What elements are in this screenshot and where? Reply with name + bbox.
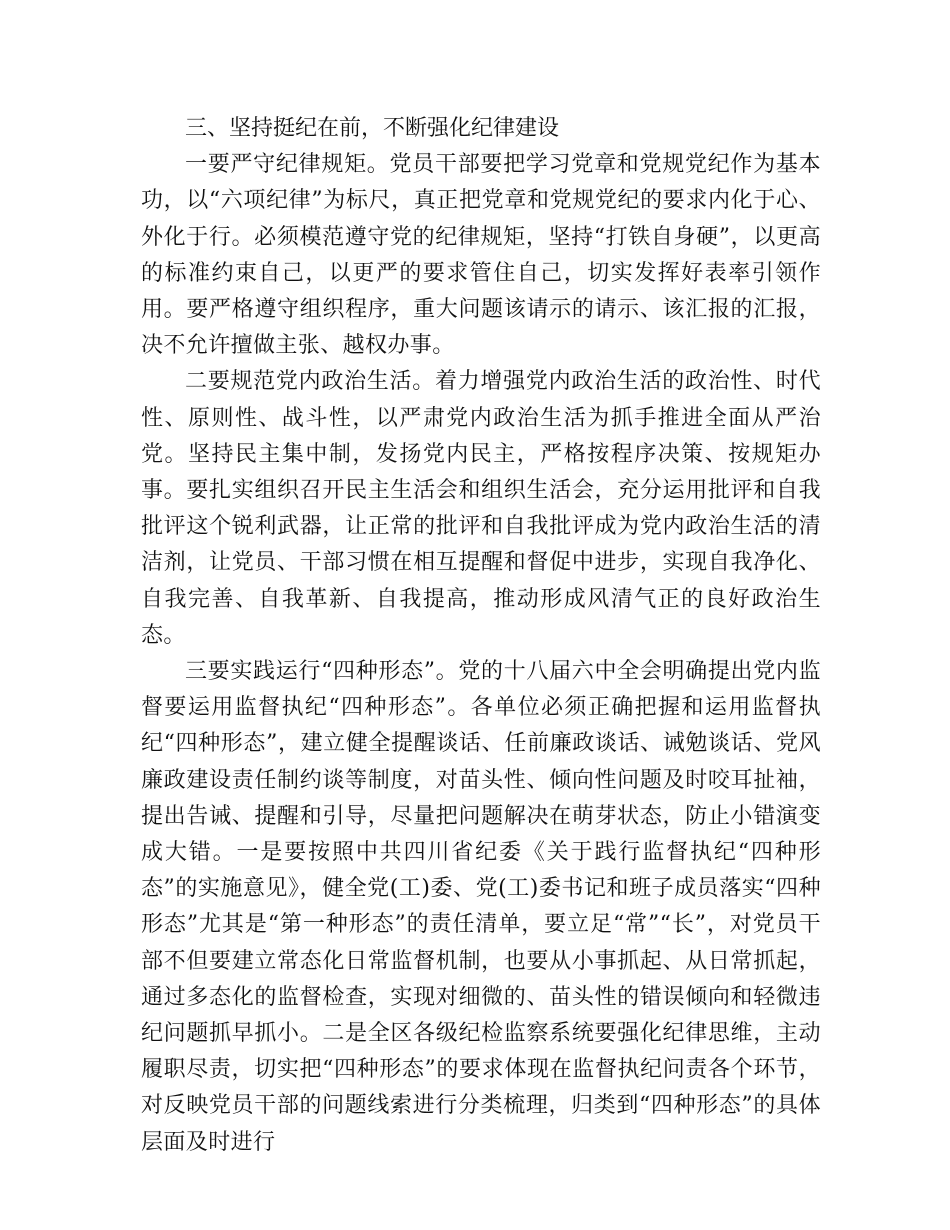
section-heading: 三、坚持挺纪在前，不断强化纪律建设 [185, 116, 560, 141]
document-body [141, 111, 821, 1161]
paragraph-four-forms: 三要实践运行“四种形态”。党的十八届六中全会明确提出党内监督要运用监督执纪“四种形态”。各单位必须正确把握和运用监督执纪“四种形态”，建立健全提醒谈话、任前廉政谈话、诫勉谈话、党风廉政建设责任制约谈等制度，对苗头性、倾向性问题及时咬耳扯袖，提出告诫、提醒和引导，尽量把问题解决在萌芽状态，防止小错演变成大错。一是要按照中共四川省纪委《关于践行监督执纪“四种形态”的实施意见》，健全党(工)委、党(工)委书记和班子成员落实“四种形态”尤其是“第一种形态”的责任清单，要立足“常”“长”，对党员干部不但要建立常态化日常监督机制，也要从小事抓起、从日常抓起，通过多态化的监督检查，实现对细微的、苗头性的错误倾向和轻微违纪问题抓早抓小。二是全区各级纪检监察系统要强化纪律思维，主动履职尽责，切实把“四种形态”的要求体现在监督执纪问责各个环节，对反映党员干部的问题线索进行分类梳理，归类到“四种形态”的具体层面及时进行 [141, 659, 821, 1155]
paragraph-political-life: 二要规范党内政治生活。着力增强党内政治生活的政治性、时代性、原则性、战斗性，以严肃党内政治生活为抓手推进全面从严治党。坚持民主集中制，发扬党内民主，严格按程序决策、按规矩办事。要扎实组织召开民主生活会和组织生活会，充分运用批评和自我批评这个锐利武器，让正常的批评和自我批评成为党内政治生活的清洁剂，让党员、干部习惯在相互提醒和督促中进步，实现自我净化、自我完善、自我革新、自我提高，推动形成风清气正的良好政治生态。 [141, 369, 821, 648]
paragraph-discipline-rules: 一要严守纪律规矩。党员干部要把学习党章和党规党纪作为基本功，以“六项纪律”为标尺，真正把党章和党规党纪的要求内化于心、外化于行。必须模范遵守党的纪律规矩，坚持“打铁自身硬”，以更高的标准约束自己，以更严的要求管住自己，切实发挥好表率引领作用。要严格遵守组织程序，重大问题该请示的请示、该汇报的汇报，决不允许擅做主张、越权办事。 [141, 152, 821, 359]
